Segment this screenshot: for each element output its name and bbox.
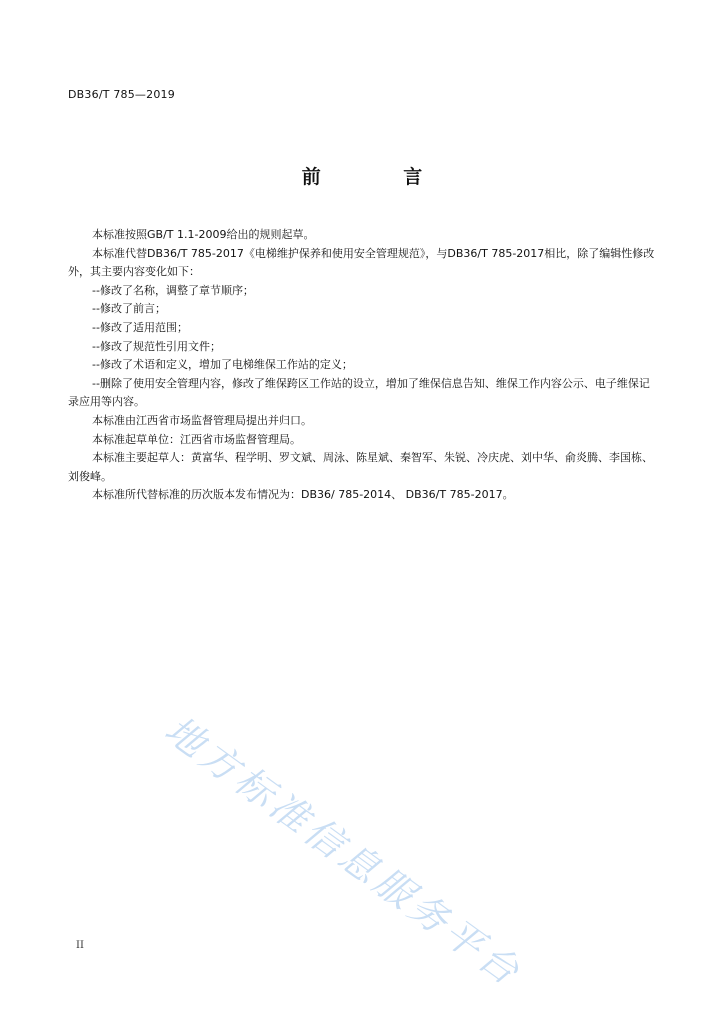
change-item-terms: --修改了术语和定义，增加了电梯维保工作站的定义； <box>92 358 353 372</box>
change-item-deletions: --删除了使用安全管理内容，修改了维保跨区工作站的设立，增加了维保信息告知、维保工作内容公示、电子维保记录应用等内容。 <box>68 376 650 409</box>
change-item-name: --修改了名称，调整了章节顺序； <box>92 283 254 297</box>
watermark: 地方标准信息服务平台 <box>156 707 531 996</box>
change-item-references: --修改了规范性引用文件； <box>92 339 221 353</box>
page-number: II <box>76 940 84 951</box>
foreword-body <box>68 226 658 505</box>
document-code: DB36/T 785—2019 <box>68 88 175 101</box>
paragraph-version-history: 本标准所代替标准的历次版本发布情况为：DB36/ 785-2014、 DB36/T 785-2017。 <box>92 488 514 502</box>
change-item-foreword: --修改了前言； <box>92 302 166 316</box>
paragraph-proposer: 本标准由江西省市场监督管理局提出并归口。 <box>92 413 312 427</box>
paragraph-drafters: 本标准主要起草人：黄富华、程学明、罗文斌、周泳、陈星斌、秦智军、朱锐、冷庆虎、刘中华、俞炎腾、李国栋、刘俊峰。 <box>68 451 653 483</box>
paragraph-drafting-unit: 本标准起草单位：江西省市场监督管理局。 <box>92 432 301 446</box>
paragraph-drafting-rules: 本标准按照GB/T 1.1-2009给出的规则起草。 <box>92 228 315 241</box>
paragraph-replacement: 本标准代替DB36/T 785-2017《电梯维护保养和使用安全管理规范》，与DB36/T 785-2017相比，除了编辑性修改外，其主要内容变化如下： <box>68 246 655 279</box>
change-item-scope: --修改了适用范围； <box>92 320 188 334</box>
page-title: 前 言 <box>301 166 461 188</box>
